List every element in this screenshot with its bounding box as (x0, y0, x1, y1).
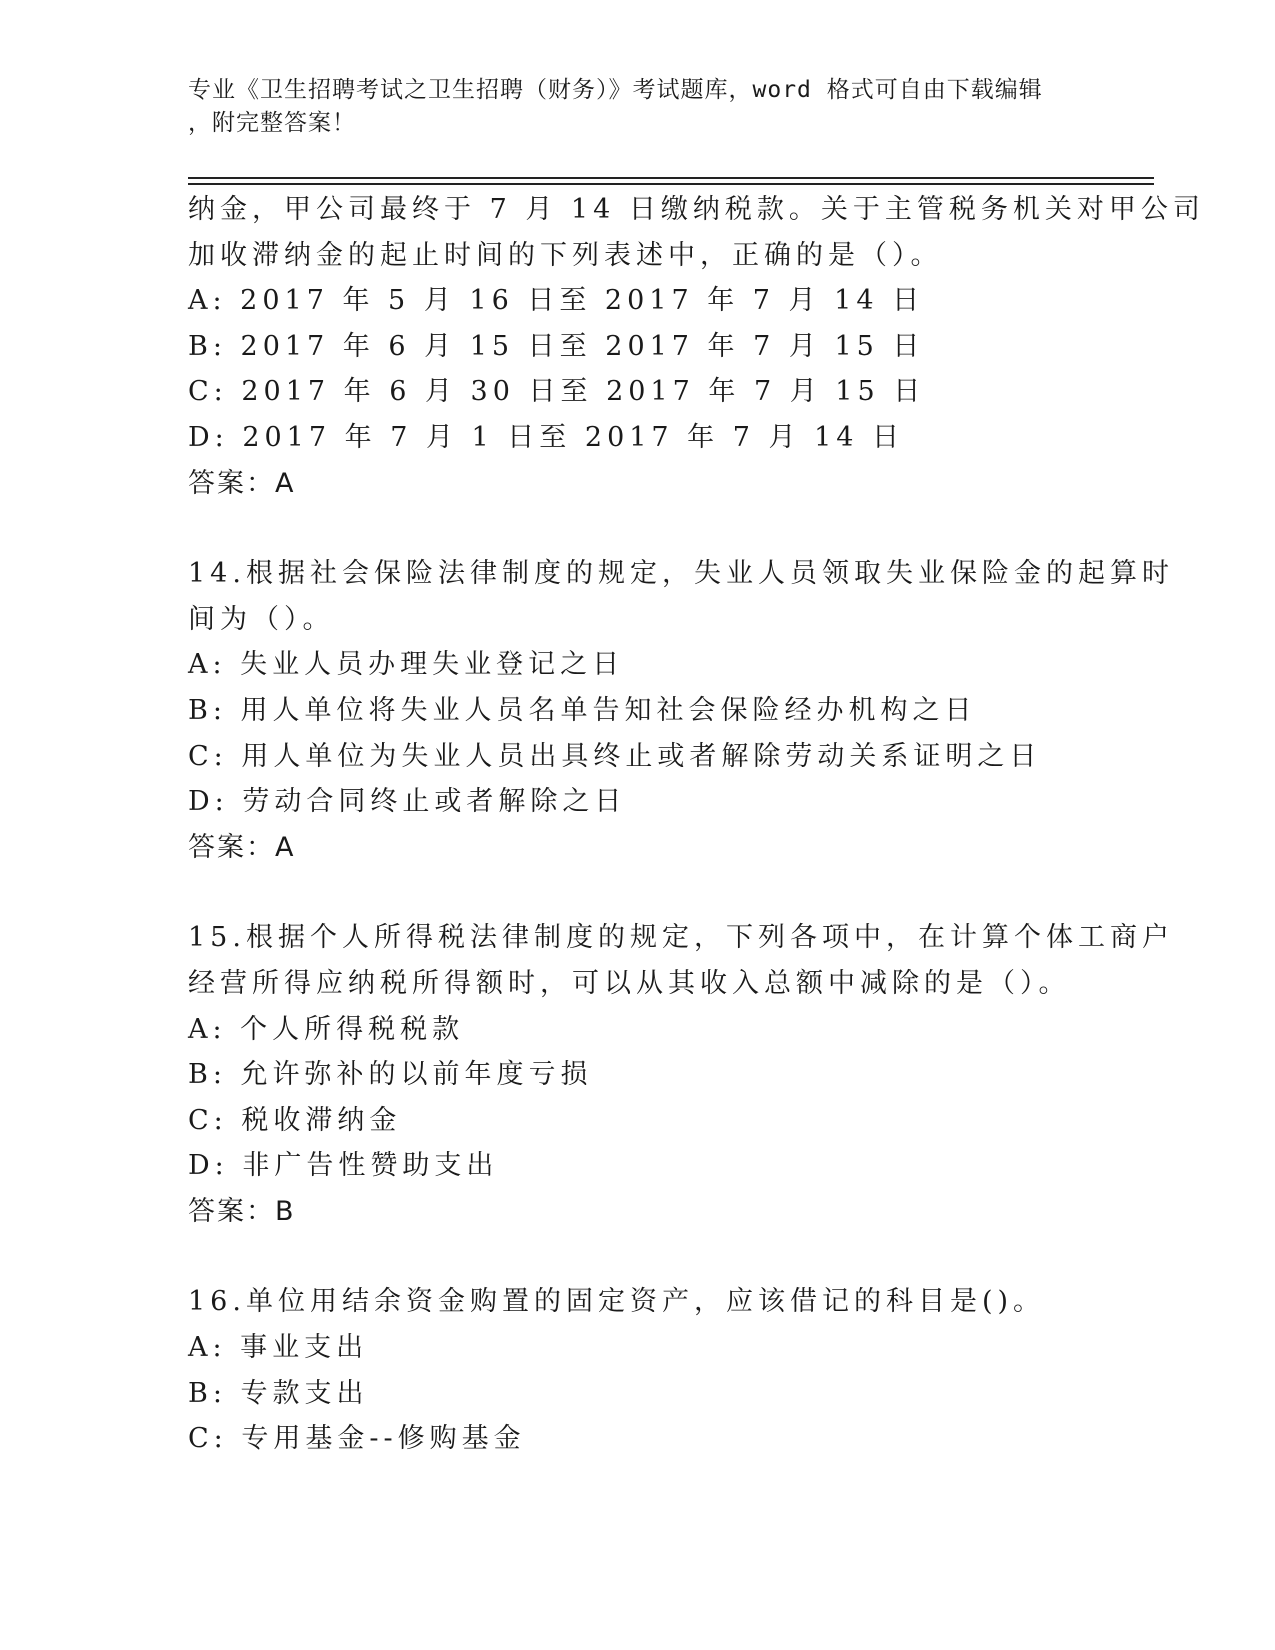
question-stem-line: 纳金，甲公司最终于 7 月 14 日缴纳税款。关于主管税务机关对甲公司 (188, 194, 1205, 225)
question-stem-line: 加收滞纳金的起止时间的下列表述中，正确的是（）。 (188, 239, 943, 271)
option-a: A: 2017 年 5 月 16 日至 2017 年 7 月 14 日 (188, 285, 925, 317)
spacer (188, 1234, 1088, 1279)
option-c: C: 用人单位为失业人员出具终止或者解除劳动关系证明之日 (188, 740, 1042, 772)
question-16 (188, 1279, 1088, 1461)
answer-line: 答案：B (188, 1195, 296, 1227)
question-stem-line: 15.根据个人所得税法律制度的规定，下列各项中，在计算个体工商户 (188, 922, 1174, 954)
option-d: D: 2017 年 7 月 1 日至 2017 年 7 月 14 日 (188, 421, 905, 453)
option-b: B: 允许弥补的以前年度亏损 (188, 1059, 593, 1091)
header-rule-bottom (188, 183, 1154, 185)
header-line-1: 专业《卫生招聘考试之卫生招聘（财务）》考试题库，word 格式可自由下载编辑 (188, 77, 1043, 103)
option-d: D: 非广告性赞助支出 (188, 1150, 499, 1182)
option-c: C: 专用基金--修购基金 (188, 1423, 526, 1455)
document-header (188, 74, 1088, 140)
option-c: C: 2017 年 6 月 30 日至 2017 年 7 月 15 日 (188, 376, 926, 408)
spacer (188, 870, 1088, 915)
question-15 (188, 915, 1174, 1234)
question-stem-line: 间为（）。 (188, 603, 335, 635)
option-a: A: 事业支出 (188, 1332, 369, 1364)
question-13 (188, 187, 1205, 506)
question-stem-line: 16.单位用结余资金购置的固定资产，应该借记的科目是()。 (188, 1286, 1046, 1318)
answer-line: 答案：A (188, 467, 296, 499)
option-b: B: 用人单位将失业人员名单告知社会保险经办机构之日 (188, 694, 977, 726)
option-d: D: 劳动合同终止或者解除之日 (188, 786, 627, 818)
question-stem-line: 14.根据社会保险法律制度的规定，失业人员领取失业保险金的起算时 (188, 558, 1174, 590)
option-a: A: 个人所得税税款 (188, 1013, 465, 1045)
question-14 (188, 551, 1174, 870)
option-c: C: 税收滞纳金 (188, 1104, 402, 1136)
header-line-2: ，附完整答案！ (188, 110, 356, 136)
answer-line: 答案：A (188, 831, 296, 863)
option-a: A: 失业人员办理失业登记之日 (188, 649, 625, 681)
option-b: B: 2017 年 6 月 15 日至 2017 年 7 月 15 日 (188, 330, 925, 362)
spacer (188, 506, 1088, 551)
document-body (188, 187, 1205, 1462)
header-rule-top (188, 177, 1154, 179)
question-stem-line: 经营所得应纳税所得额时，可以从其收入总额中减除的是（）。 (188, 967, 1071, 999)
option-b: B: 专款支出 (188, 1377, 369, 1409)
